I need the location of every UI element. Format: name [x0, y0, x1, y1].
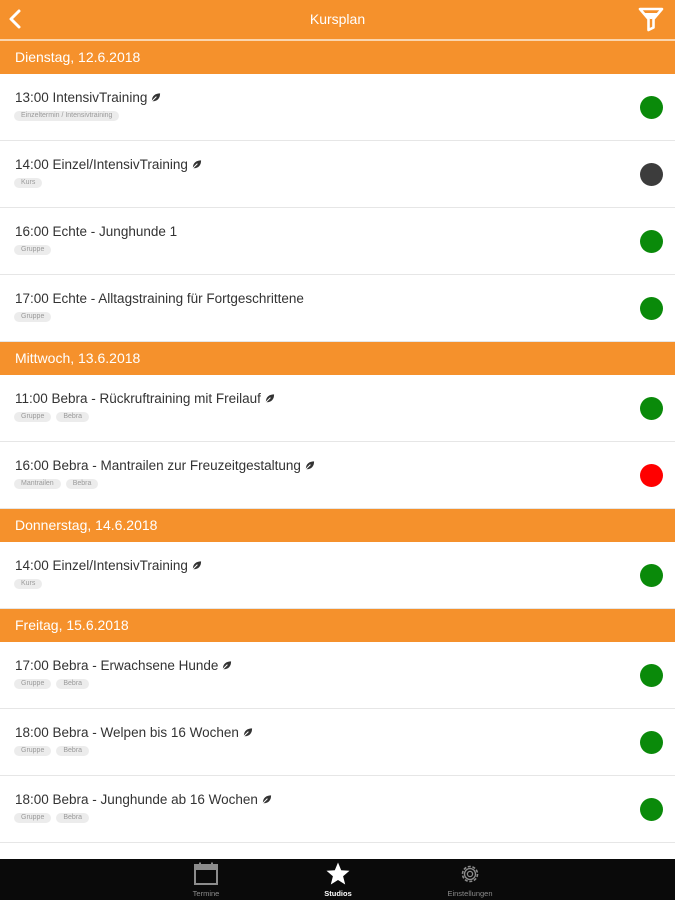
- day-header: Dienstag, 12.6.2018: [0, 41, 675, 74]
- course-title-line: [15, 658, 232, 673]
- course-tags: [14, 312, 56, 330]
- course-tags: [14, 178, 47, 196]
- status-indicator-available: [640, 297, 663, 320]
- tab-termine[interactable]: [146, 859, 266, 900]
- course-tags: [14, 579, 47, 597]
- course-row[interactable]: [0, 709, 675, 776]
- course-title-line: [15, 725, 253, 740]
- course-row[interactable]: [0, 141, 675, 208]
- course-tags: [14, 746, 94, 764]
- course-row[interactable]: [0, 275, 675, 342]
- course-row[interactable]: [0, 642, 675, 709]
- leaf-icon: [191, 560, 202, 571]
- course-tag: Gruppe: [14, 679, 51, 689]
- course-tag: Gruppe: [14, 746, 51, 756]
- tab-einstellungen[interactable]: [410, 859, 530, 900]
- course-title-line: [15, 90, 161, 105]
- course-tags: [14, 479, 103, 497]
- course-title-line: [15, 558, 202, 573]
- status-indicator-available: [640, 96, 663, 119]
- course-title: 18:00 Bebra - Welpen bis 16 Wochen: [15, 725, 239, 740]
- course-title-line: [15, 391, 275, 406]
- tab-label: Studios: [324, 889, 352, 898]
- status-indicator-available: [640, 397, 663, 420]
- course-tag: Kurs: [14, 579, 42, 589]
- app-header: [0, 0, 675, 40]
- course-row[interactable]: [0, 74, 675, 141]
- status-indicator-available: [640, 664, 663, 687]
- course-title: 11:00 Bebra - Rückruftraining mit Freilauf: [15, 391, 261, 406]
- course-tag: Kurs: [14, 178, 42, 188]
- course-title-line: [15, 458, 315, 473]
- course-tag: Bebra: [56, 679, 89, 689]
- course-tags: [14, 245, 56, 263]
- course-row[interactable]: [0, 375, 675, 442]
- leaf-icon: [191, 159, 202, 170]
- course-tag: Mantrailen: [14, 479, 61, 489]
- course-title-line: [15, 157, 202, 172]
- course-title: 17:00 Bebra - Erwachsene Hunde: [15, 658, 219, 673]
- status-indicator-available: [640, 230, 663, 253]
- course-row[interactable]: [0, 776, 675, 843]
- course-tags: [14, 813, 94, 831]
- leaf-icon: [264, 393, 275, 404]
- course-tag: Einzeltermin / Intensivtraining: [14, 111, 119, 121]
- course-title: 16:00 Bebra - Mantrailen zur Freuzeitgestaltung: [15, 458, 301, 473]
- tab-label: Termine: [192, 889, 220, 898]
- page-title: Kursplan: [309, 11, 366, 27]
- course-tag: Gruppe: [14, 245, 51, 255]
- course-title: 17:00 Echte - Alltagstraining für Fortgeschrittene: [15, 291, 304, 306]
- course-tag: Bebra: [66, 479, 99, 489]
- course-tags: [14, 679, 94, 697]
- status-indicator-available: [640, 564, 663, 587]
- filter-icon[interactable]: [638, 6, 664, 32]
- leaf-icon: [221, 660, 232, 671]
- status-indicator-closed: [640, 163, 663, 186]
- course-title: 16:00 Echte - Junghunde 1: [15, 224, 178, 239]
- status-indicator-available: [640, 798, 663, 821]
- tab-bar: [0, 859, 675, 900]
- course-tags: [14, 412, 94, 430]
- course-row[interactable]: [0, 542, 675, 609]
- status-indicator-available: [640, 731, 663, 754]
- course-tag: Gruppe: [14, 412, 51, 422]
- course-title-line: [15, 291, 304, 306]
- course-row[interactable]: [0, 442, 675, 509]
- course-tag: Gruppe: [14, 813, 51, 823]
- leaf-icon: [261, 794, 272, 805]
- day-header: Donnerstag, 14.6.2018: [0, 509, 675, 542]
- course-tags: [14, 111, 124, 129]
- course-title: 14:00 Einzel/IntensivTraining: [15, 558, 188, 573]
- leaf-icon: [304, 460, 315, 471]
- course-title-line: [15, 792, 272, 807]
- leaf-icon: [242, 727, 253, 738]
- course-tag: Bebra: [56, 813, 89, 823]
- course-tag: Bebra: [56, 746, 89, 756]
- course-tag: Bebra: [56, 412, 89, 422]
- gear-icon: [457, 862, 483, 886]
- course-title: 14:00 Einzel/IntensivTraining: [15, 157, 188, 172]
- day-header: Mittwoch, 13.6.2018: [0, 342, 675, 375]
- tab-studios[interactable]: [278, 859, 398, 900]
- day-header: Freitag, 15.6.2018: [0, 609, 675, 642]
- course-title-line: [15, 224, 177, 239]
- course-row-partial[interactable]: [0, 843, 675, 859]
- course-row[interactable]: [0, 208, 675, 275]
- course-list[interactable]: [0, 41, 675, 859]
- course-title: 18:00 Bebra - Junghunde ab 16 Wochen: [15, 792, 258, 807]
- calendar-icon: [193, 862, 219, 886]
- course-title: 13:00 IntensivTraining: [15, 90, 148, 105]
- leaf-icon: [150, 92, 161, 103]
- status-indicator-full: [640, 464, 663, 487]
- course-tag: Gruppe: [14, 312, 51, 322]
- star-icon: [325, 862, 351, 886]
- tab-label: Einstellungen: [447, 889, 493, 898]
